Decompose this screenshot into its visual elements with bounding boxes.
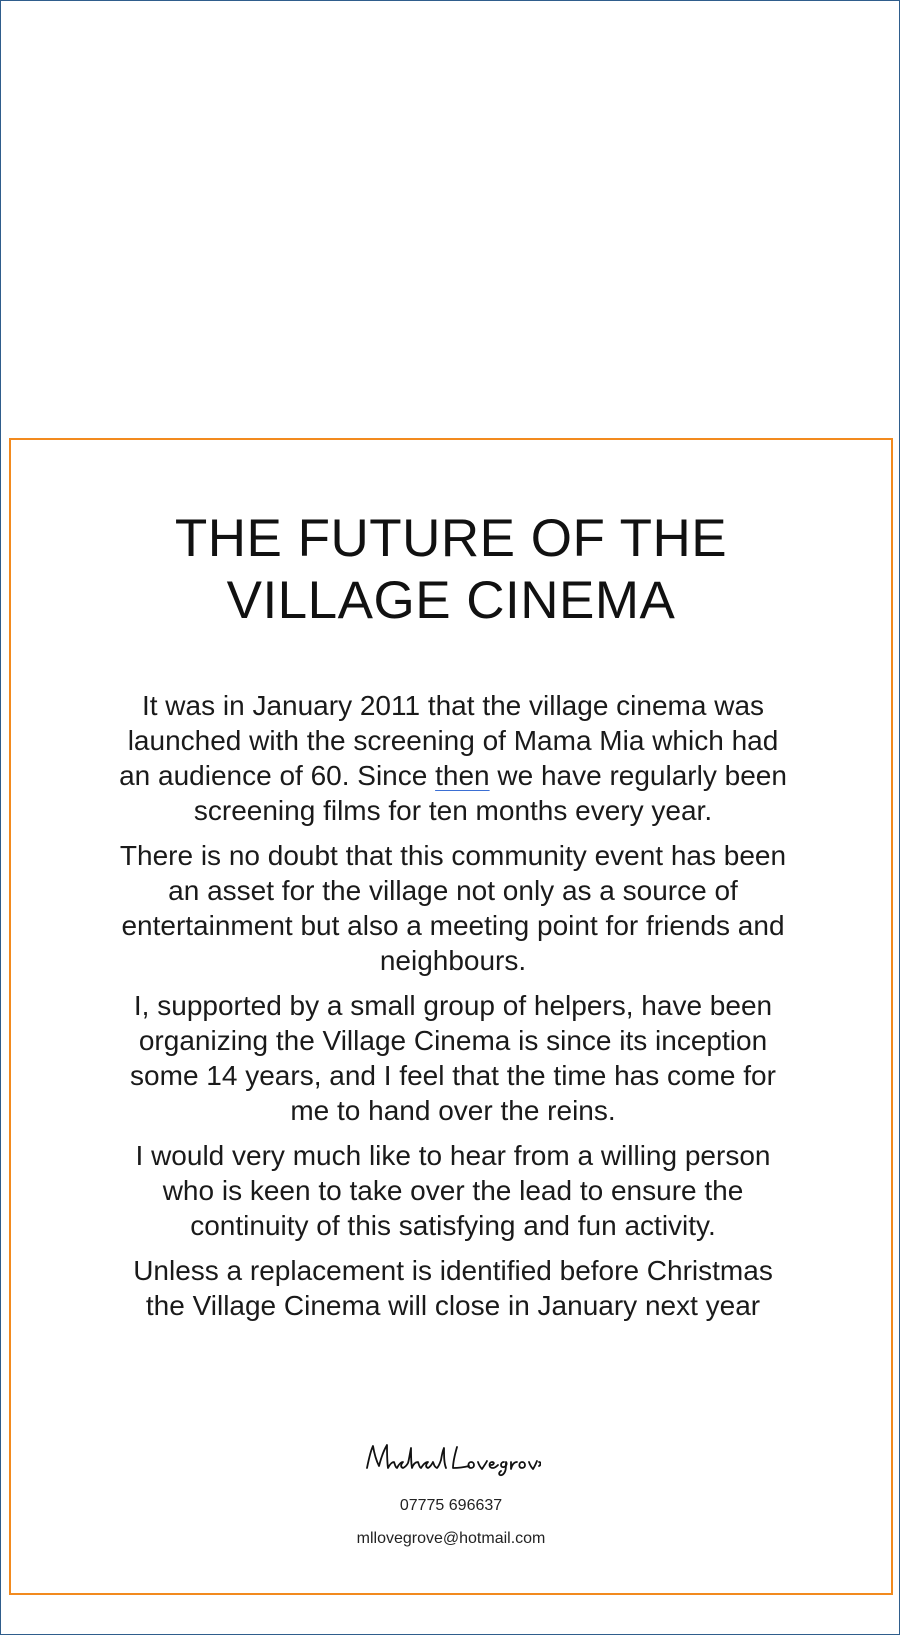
paragraph-2: There is no doubt that this community event has been an asset for the village not only as a source of entertainment but also a meeting point for friends and neighbours. [119,840,787,976]
paragraph-1-start: It was in January 2011 that the village cinema was launched with the screening of Mama Mia which had an audience of 60. Since [119,690,779,791]
paragraph-1 [111,688,795,828]
paragraph-1-end: we have regularly been screening films for ten months every year. [193,760,787,826]
title-line-2: VILLAGE CINEMA [226,571,676,630]
underlined-word: then [435,760,490,791]
notice-poster [9,438,893,1595]
paragraph-4: I would very much like to hear from a willing person who is keen to take over the lead to ensure the continuity of this satisfying and fun activity. [135,1140,771,1241]
title-line-1: THE FUTURE OF THE [174,509,728,568]
page-title [11,508,891,632]
contact-email[interactable]: mllovegrove@hotmail.com [356,1530,546,1547]
signature-drawing [361,1438,541,1478]
paragraph-3: I, supported by a small group of helpers, have been organizing the Village Cinema is since its inception some 14 years, and I feel that the time has come for me to hand over the reins. [130,990,776,1126]
notice-body [111,688,795,1333]
handwritten-signature [11,1438,891,1483]
paragraph-5: Unless a replacement is identified before Christmas the Village Cinema will close in January next year [133,1255,773,1321]
contact-phone: 07775 696637 [399,1497,503,1514]
